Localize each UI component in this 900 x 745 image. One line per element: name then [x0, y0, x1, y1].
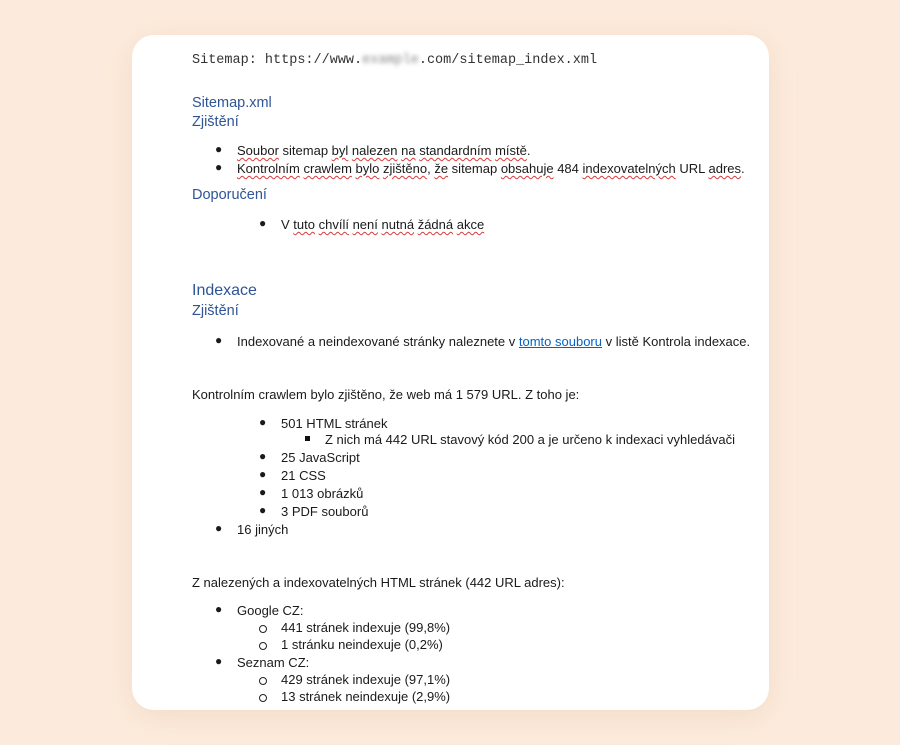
bullet-dot: ● — [215, 602, 223, 616]
bullet-dot: ● — [259, 449, 267, 463]
crawl-item-js: 25 JavaScript — [281, 450, 360, 465]
crawl-item-html: 501 HTML stránek — [281, 416, 388, 431]
found-intro: Z nalezených a indexovatelných HTML stránek (442 URL adres): — [192, 575, 565, 590]
seznam-indexed: 429 stránek indexuje (97,1%) — [281, 672, 451, 687]
sitemap-url-prefix: https://www. — [264, 53, 363, 68]
sitemap-findings-heading: Zjištění — [192, 114, 239, 130]
seznam-label: Seznam CZ: — [237, 655, 310, 670]
bullet-dot: ● — [215, 521, 223, 535]
seznam-not-indexed: 13 stránek neindexuje (2,9%) — [281, 689, 451, 704]
bullet-circle — [259, 625, 267, 633]
sitemap-finding-1: Soubor sitemap byl nalezen na standardním místě. — [237, 143, 531, 158]
bullet-dot: ● — [259, 415, 267, 429]
file-link[interactable]: tomto souboru — [518, 334, 602, 349]
sitemap-label: Sitemap: — [192, 53, 257, 68]
indexace-heading: Indexace — [192, 282, 257, 299]
google-label: Google CZ: — [237, 603, 304, 618]
indexace-findings-heading: Zjištění — [192, 303, 239, 319]
crawl-item-css: 21 CSS — [281, 468, 326, 483]
bullet-dot: ● — [215, 142, 223, 156]
bullet-dot: ● — [259, 503, 267, 517]
recommendations-heading: Doporučení — [192, 187, 267, 203]
bullet-circle — [259, 694, 267, 702]
crawl-intro: Kontrolním crawlem bylo zjištěno, že web má 1 579 URL. Z toho je: — [192, 387, 580, 402]
bullet-dot: ● — [215, 654, 223, 668]
sitemap-url-blurred: example — [362, 53, 419, 68]
crawl-item-other: 16 jiných — [237, 522, 289, 537]
bullet-dot: ● — [259, 216, 267, 230]
bullet-circle — [259, 677, 267, 685]
sitemap-heading: Sitemap.xml — [192, 95, 272, 111]
bullet-circle — [259, 642, 267, 650]
bullet-dot: ● — [215, 333, 223, 347]
bullet-dot: ● — [259, 485, 267, 499]
crawl-item-html-sub: Z nich má 442 URL stavový kód 200 a je určeno k indexaci vyhledávači — [325, 432, 735, 447]
bullet-square — [305, 436, 310, 441]
bullet-dot: ● — [259, 467, 267, 481]
crawl-item-pdf: 3 PDF souborů — [281, 504, 369, 519]
recommendation-item: V tuto chvílí není nutná žádná akce — [281, 217, 485, 232]
sitemap-finding-2: Kontrolním crawlem bylo zjištěno, že sitemap obsahuje 484 indexovatelných URL adres. — [237, 161, 745, 176]
bullet-dot: ● — [215, 160, 223, 174]
sitemap-url-suffix: .com/sitemap_index.xml — [418, 53, 598, 68]
google-not-indexed: 1 stránku neindexuje (0,2%) — [281, 637, 443, 652]
sitemap-url-line — [192, 53, 597, 68]
document-card — [132, 35, 769, 710]
crawl-item-images: 1 013 obrázků — [281, 486, 364, 501]
google-indexed: 441 stránek indexuje (99,8%) — [281, 620, 451, 635]
indexace-finding: Indexované a neindexované stránky naleznete v tomto souboru v listě Kontrola indexace. — [237, 334, 751, 349]
